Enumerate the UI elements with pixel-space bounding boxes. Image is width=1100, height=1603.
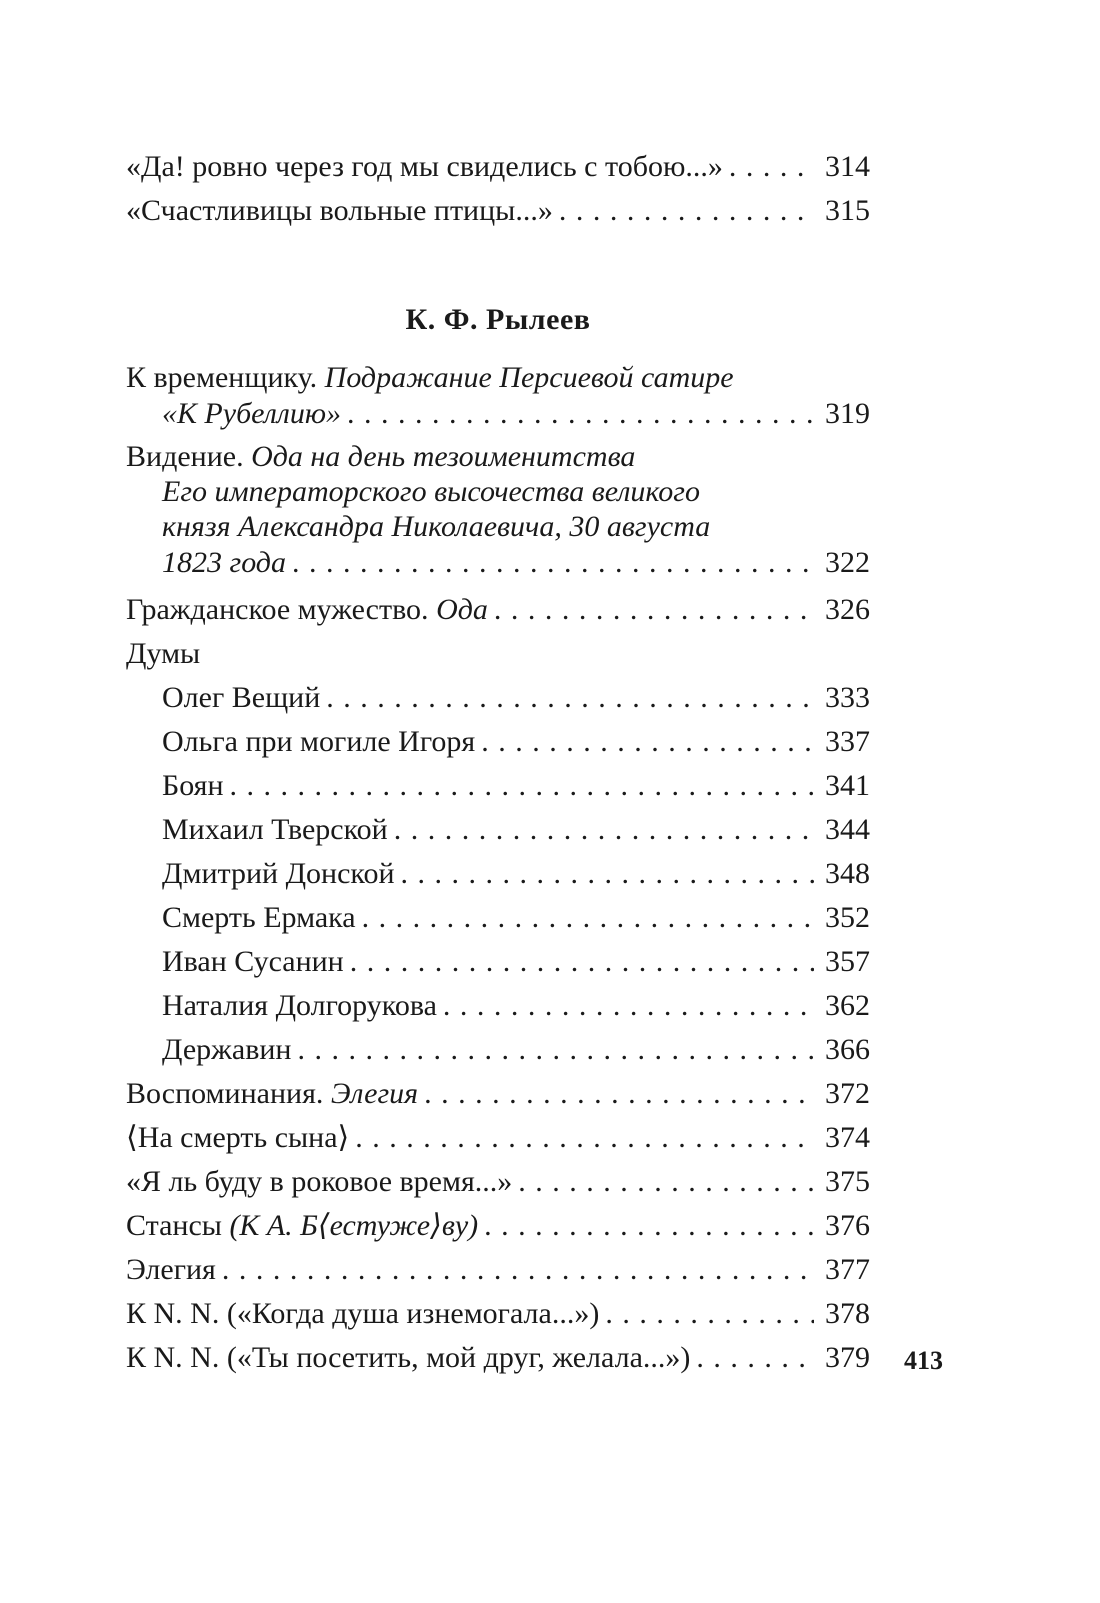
dot-leader — [355, 1116, 814, 1160]
toc-entry — [126, 1292, 870, 1336]
entry-subtitle: Элегия — [330, 1077, 419, 1110]
entry-subtitle: Подражание Персиевой сатире — [324, 361, 734, 394]
entry-subtitle: Ода на день тезоименитства — [251, 440, 636, 473]
dot-leader — [362, 896, 814, 940]
entry-subtitle: 1823 года — [162, 546, 286, 579]
dot-leader — [494, 588, 814, 632]
dot-leader — [696, 1336, 814, 1380]
table-of-contents — [126, 145, 870, 1380]
entry-page: 374 — [825, 1121, 870, 1154]
entry-title: Воспоминания. — [126, 1077, 324, 1110]
entry-page: 314 — [825, 150, 870, 183]
toc-entry — [126, 1204, 870, 1248]
entry-page: 348 — [825, 857, 870, 890]
dot-leader — [297, 1028, 814, 1072]
entry-page: 326 — [825, 593, 870, 626]
entry-title: «Счастливицы вольные птицы...» — [126, 194, 553, 227]
entry-title: Ольга при могиле Игоря — [162, 725, 476, 758]
toc-entry — [126, 145, 870, 189]
entry-page: 341 — [825, 769, 870, 802]
entry-title: К временщику. — [126, 361, 318, 394]
toc-entry — [126, 764, 870, 808]
entry-subtitle: (К А. Б⟨естуже⟩ву) — [229, 1209, 479, 1242]
entry-title: Олег Вещий — [162, 681, 321, 714]
dot-leader — [424, 1072, 814, 1116]
entry-title: «Я ль буду в роковое время...» — [126, 1165, 513, 1198]
entry-title: Думы — [126, 637, 201, 670]
entry-page: 337 — [825, 725, 870, 758]
entry-title: Стансы — [126, 1209, 222, 1242]
toc-entry — [126, 984, 870, 1028]
entry-title: Боян — [162, 769, 224, 802]
dot-leader — [518, 1160, 814, 1204]
entry-page: 357 — [825, 945, 870, 978]
dot-leader — [292, 544, 814, 582]
entry-title: К N. N. («Когда душа изнемогала...») — [126, 1297, 600, 1330]
toc-entry — [126, 1336, 870, 1380]
entry-title: «Да! ровно через год мы свиделись с тобою...» — [126, 150, 723, 183]
dot-leader — [350, 940, 814, 984]
entry-page: 376 — [825, 1209, 870, 1242]
toc-entry — [126, 808, 870, 852]
dot-leader — [605, 1292, 814, 1336]
entry-title: Гражданское мужество. — [126, 593, 429, 626]
toc-entry — [126, 852, 870, 896]
dot-leader — [394, 808, 814, 852]
entry-page: 322 — [825, 546, 870, 579]
dot-leader — [222, 1248, 814, 1292]
dot-leader — [481, 720, 814, 764]
entry-title: Видение. — [126, 440, 244, 473]
toc-entry — [126, 940, 870, 984]
entry-page: 366 — [825, 1033, 870, 1066]
toc-entry — [126, 896, 870, 940]
entry-title: Дмитрий Донской — [162, 857, 395, 890]
entry-page: 344 — [825, 813, 870, 846]
dot-leader — [326, 676, 814, 720]
dot-leader — [347, 395, 814, 433]
toc-entry — [126, 189, 870, 233]
dot-leader — [729, 145, 814, 189]
entry-title: Элегия — [126, 1253, 216, 1286]
dot-leader — [559, 189, 814, 233]
entry-subtitle: князя Александра Николаевича, 30 августа — [162, 510, 711, 543]
entry-page: 333 — [825, 681, 870, 714]
entry-title: ⟨На смерть сына⟩ — [126, 1121, 350, 1154]
toc-entry — [126, 1072, 870, 1116]
entry-subtitle: Его императорского высочества великого — [162, 475, 700, 508]
entry-page: 315 — [825, 194, 870, 227]
dot-leader — [443, 984, 814, 1028]
toc-entry — [126, 360, 870, 433]
entry-page: 362 — [825, 989, 870, 1022]
entry-page: 375 — [825, 1165, 870, 1198]
toc-entry — [126, 1160, 870, 1204]
section-heading: К. Ф. Рылеев — [405, 303, 591, 336]
dot-leader — [401, 852, 814, 896]
entry-title: Иван Сусанин — [162, 945, 344, 978]
entry-subtitle: Ода — [436, 593, 488, 626]
entry-title: Михаил Тверской — [162, 813, 388, 846]
toc-entry — [126, 588, 870, 632]
entry-title: Смерть Ермака — [162, 901, 356, 934]
page-number: 413 — [904, 1346, 943, 1375]
entry-page: 379 — [825, 1341, 870, 1374]
entry-page: 377 — [825, 1253, 870, 1286]
toc-entry — [126, 1116, 870, 1160]
entry-page: 352 — [825, 901, 870, 934]
entry-title: К N. N. («Ты посетить, мой друг, желала...») — [126, 1341, 691, 1374]
entry-page: 378 — [825, 1297, 870, 1330]
entry-page: 319 — [825, 397, 870, 430]
dot-leader — [230, 764, 814, 808]
entry-subtitle: «К Рубеллию» — [162, 397, 342, 430]
toc-entry — [126, 1248, 870, 1292]
entry-page: 372 — [825, 1077, 870, 1110]
toc-entry — [126, 439, 870, 582]
dot-leader — [484, 1204, 814, 1248]
entry-title: Наталия Долгорукова — [162, 989, 437, 1022]
toc-group-heading — [126, 632, 870, 676]
toc-entry — [126, 720, 870, 764]
entry-title: Державин — [162, 1033, 292, 1066]
toc-entry — [126, 676, 870, 720]
toc-entry — [126, 1028, 870, 1072]
